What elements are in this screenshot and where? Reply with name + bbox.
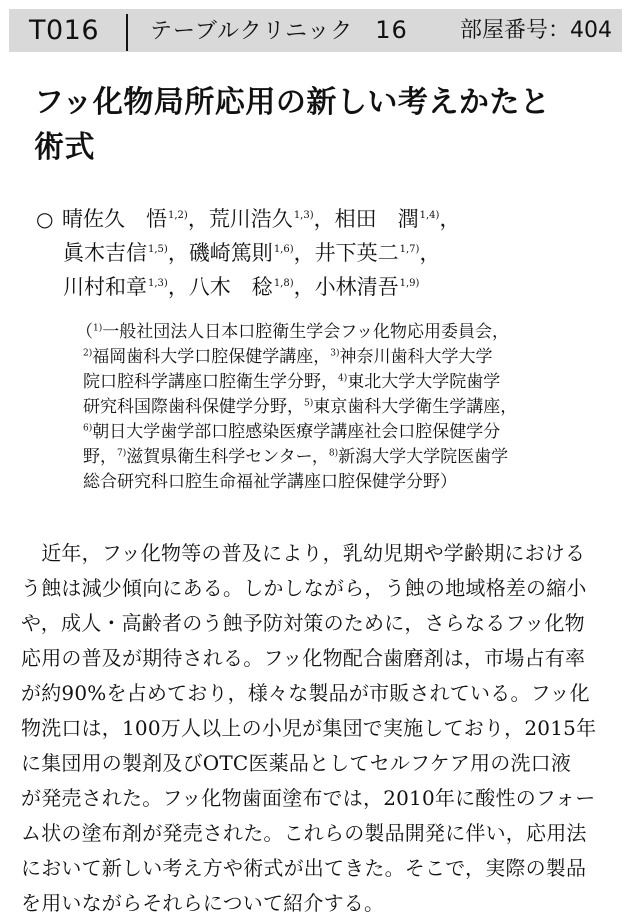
affiliation-close-paren: ）	[440, 472, 457, 492]
body-line: が約90%を占めており，様々な製品が市販されている。フッ化	[21, 681, 590, 705]
affiliation-ref: 6)	[83, 423, 93, 434]
affiliation-line	[76, 370, 624, 395]
room-number: 部屋番号：404	[460, 18, 612, 43]
author-line-2	[36, 236, 596, 270]
affiliation-text: 東京歯科大学衛生学講座，	[313, 397, 518, 417]
author-line-3	[36, 270, 596, 304]
affiliation-text: 野，	[83, 447, 117, 467]
affiliation-ref: 4)	[338, 373, 348, 384]
author-separator: ，	[419, 241, 441, 265]
session-code: T016	[29, 15, 100, 46]
session-label	[128, 9, 450, 53]
session-name: テーブルクリニック	[150, 18, 354, 44]
affiliation-line	[76, 445, 624, 470]
affiliation-ref: 7)	[117, 448, 127, 459]
author-line-1	[36, 202, 596, 236]
author-affiliation-ref: 1,7)	[399, 244, 420, 255]
body-line: 物洗口は，100万人以上の小児が集団で実施しており，2015年	[21, 716, 597, 740]
affiliation-ref: 2)	[83, 348, 93, 359]
affiliation-ref: 3)	[330, 348, 340, 359]
affiliation-text: 新潟大学大学院医歯学	[338, 447, 509, 467]
author-separator: ，	[167, 275, 189, 299]
author-name: 荒川浩久	[208, 207, 293, 231]
affiliation-text: 福岡歯科大学口腔保健学講座，	[92, 347, 331, 367]
affiliation-text: 院口腔科学講座口腔衛生学分野，	[83, 372, 338, 392]
author-name: 井下英二	[314, 241, 399, 265]
author-affiliation-ref: 1,3)	[148, 278, 168, 289]
affiliation-text: 東北大学大学院歯学	[347, 372, 501, 392]
affiliation-line	[76, 395, 624, 420]
body-line: 近年，フッ化物等の普及により，乳幼児期や学齢期における	[21, 541, 586, 565]
author-separator: ，	[293, 241, 315, 265]
affiliation-text: 研究科国際歯科保健学分野，	[83, 397, 304, 417]
author-separator: ，	[293, 275, 315, 299]
author-separator: ，	[167, 241, 189, 265]
body-line: を用いながらそれらについて紹介する。	[21, 891, 385, 915]
affiliation-line	[76, 320, 624, 345]
affiliation-text: 一般社団法人日本口腔衛生学会フッ化物応用委員会，	[102, 322, 510, 342]
title-line-2: 術式	[34, 130, 95, 165]
body-line: う蝕は減少傾向にある。しかしながら，う蝕の地域格差の縮小	[21, 576, 587, 600]
author-separator: ，	[313, 207, 335, 231]
author-name: 小林清吾	[314, 275, 399, 299]
affiliation-line	[76, 470, 624, 495]
abstract-title	[34, 80, 604, 170]
body-line: 応用の普及が期待される。フッ化物配合歯磨剤は，市場占有率	[21, 646, 586, 670]
affiliation-line	[76, 420, 624, 445]
author-name: 川村和章	[63, 275, 147, 299]
session-number: 16	[375, 15, 408, 44]
affiliation-block	[76, 320, 624, 495]
body-line: や，成人・高齢者のう蝕予防対策のために，さらなるフッ化物	[21, 611, 585, 635]
author-name: 八木 稔	[188, 275, 273, 299]
affiliation-text: 滋賀県衛生科学センター，	[126, 447, 329, 467]
author-affiliation-ref: 1,5)	[148, 244, 168, 255]
affiliation-ref: 1)	[93, 323, 103, 334]
session-header	[9, 9, 622, 52]
body-line: ム状の塗布剤が発売された。これらの製品開発に伴い，応用法	[21, 821, 587, 845]
author-affiliation-ref: 1,8)	[273, 278, 294, 289]
affiliation-text: 神奈川歯科大学大学	[339, 347, 493, 367]
affiliation-text: 朝日大学歯学部口腔感染医療学講座社会口腔保健学分	[92, 422, 501, 442]
affiliation-ref: 8)	[328, 448, 339, 459]
author-separator: ，	[439, 207, 461, 231]
affiliation-text: 総合研究科口腔生命福祉学講座口腔保健学分野	[83, 472, 440, 492]
affiliation-open-paren: （	[76, 322, 93, 342]
author-affiliation-ref: 1,2)	[168, 210, 188, 221]
author-name: 相田 潤	[334, 207, 419, 231]
author-affiliation-ref: 1,9)	[399, 278, 420, 289]
author-name: 晴佐久 悟	[62, 207, 167, 231]
presenter-mark: ○	[36, 207, 54, 231]
author-separator: ，	[187, 207, 209, 231]
author-affiliation-ref: 1,4)	[419, 210, 440, 221]
body-line: が発売された。フッ化物歯面塗布では，2010年に酸性のフォー	[21, 786, 596, 810]
affiliation-ref: 5)	[304, 398, 314, 409]
author-name: 磯崎篤則	[188, 241, 273, 265]
body-line: において新しい考え方や術式が出てきた。そこで，実際の製品	[21, 856, 587, 880]
title-line-1: フッ化物局所応用の新しい考えかたと	[34, 85, 551, 120]
author-affiliation-ref: 1,6)	[273, 244, 294, 255]
author-name: 眞木吉信	[63, 241, 147, 265]
author-list	[36, 202, 596, 304]
body-line: に集団用の製剤及びOTC医薬品としてセルフケア用の洗口液	[21, 751, 572, 775]
abstract-body	[21, 536, 627, 921]
affiliation-line	[76, 345, 624, 370]
author-affiliation-ref: 1,3)	[293, 210, 314, 221]
